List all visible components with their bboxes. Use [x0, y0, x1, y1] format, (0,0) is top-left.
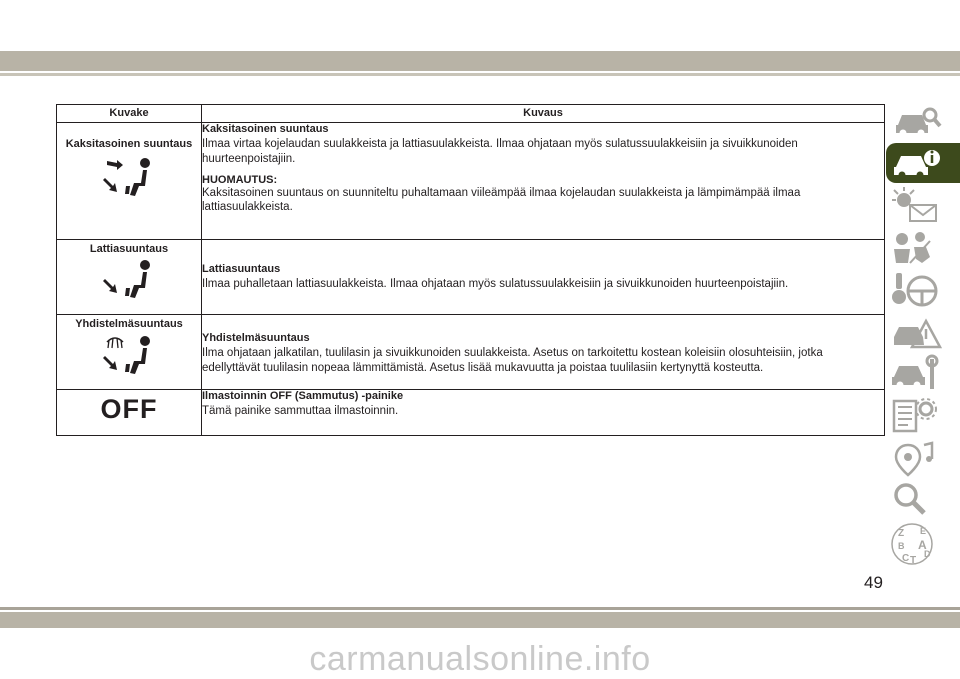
- floor-airflow-icon: [99, 259, 159, 303]
- top-decor-line: [0, 73, 960, 76]
- icon-cell: [57, 390, 202, 436]
- index-letter: A: [918, 538, 927, 552]
- index-letters-icon: [886, 521, 960, 567]
- row-text: Tämä painike sammuttaa ilmastoinnin.: [202, 405, 399, 417]
- icon-cell: [57, 240, 202, 315]
- bottom-decor-bar: [0, 612, 960, 628]
- car-info-icon: [886, 143, 960, 183]
- row-title: Yhdistelmäsuuntaus: [202, 332, 310, 344]
- icon-label: Lattiasuuntaus: [89, 243, 169, 255]
- tab-safety[interactable]: [886, 227, 960, 267]
- tab-emergency[interactable]: [886, 311, 960, 351]
- row-title: Lattiasuuntaus: [202, 263, 281, 275]
- page-number: 49: [864, 573, 883, 592]
- description-cell: [202, 240, 885, 315]
- multimedia-icon: [886, 437, 960, 477]
- index-letter: B: [898, 541, 905, 551]
- mix-airflow-icon: [99, 332, 159, 378]
- car-wrench-icon: [886, 353, 960, 393]
- row-text: Ilma ohjataan jalkatilan, tuulilasin ja sivuikkunoiden suulakkeista. Asetus on tarkoitettu kostean koleisiin olosuhteisiin, jotka edellyttävät tuulilasin nopeaa lämmittämistä. Asetus lisää mukavuutta ja poistaa tuulilasiin kertynyttä kosteutta.: [202, 347, 823, 374]
- tab-multimedia[interactable]: [886, 437, 960, 477]
- off-button-label: OFF: [100, 394, 158, 424]
- table-row: [57, 315, 885, 390]
- tab-car-info[interactable]: [886, 143, 960, 183]
- description-cell: [202, 123, 885, 240]
- tab-search[interactable]: [886, 479, 960, 519]
- specs-gear-icon: [886, 395, 960, 435]
- icon-label: Kaksitasoinen suuntaus: [65, 138, 193, 150]
- table-header-row: [57, 105, 885, 123]
- header-description-column: Kuvaus: [202, 105, 885, 123]
- note-text: Kaksitasoinen suuntaus on suunniteltu puhaltamaan viileämpää ilmaa kojelaudan suulakkeista ja lämpimämpää ilmaa lattiasuulakkeista.: [202, 187, 801, 213]
- index-letter: D: [924, 549, 931, 559]
- description-cell: [202, 315, 885, 390]
- bottom-decor-line: [0, 607, 960, 610]
- note-title: HUOMAUTUS:: [202, 174, 278, 186]
- tab-specifications[interactable]: [886, 395, 960, 435]
- tab-servicing[interactable]: [886, 353, 960, 393]
- icon-cell: [57, 123, 202, 240]
- top-decor-bar: [0, 51, 960, 71]
- light-message-icon: [886, 185, 960, 225]
- index-letter: E: [920, 526, 927, 536]
- tab-car-search[interactable]: [886, 101, 960, 141]
- table-row: [57, 390, 885, 436]
- watermark: carmanualsonline.info: [309, 640, 651, 678]
- tab-index[interactable]: [886, 521, 960, 567]
- table-row: [57, 123, 885, 240]
- row-text: Ilmaa virtaa kojelaudan suulakkeista ja lattiasuulakkeista. Ilmaa ohjataan myös sulatussuulakkeisiin ja sivuikkunoiden huurteenpoistajiin.: [202, 138, 798, 165]
- magnifier-icon: [886, 479, 960, 519]
- car-warning-icon: [886, 311, 960, 351]
- tab-starting-operating[interactable]: [886, 269, 960, 309]
- airbag-safety-icon: [886, 227, 960, 267]
- row-title: Kaksitasoinen suuntaus: [202, 123, 329, 135]
- index-letter: Z: [898, 528, 905, 539]
- table-row: [57, 240, 885, 315]
- row-title: Ilmastoinnin OFF (Sammutus) -painike: [202, 390, 404, 402]
- icon-label: Yhdistelmäsuuntaus: [75, 318, 183, 330]
- key-steering-icon: [886, 269, 960, 309]
- icon-cell: [57, 315, 202, 390]
- header-icon-column: Kuvake: [57, 105, 202, 123]
- tab-lights-messages[interactable]: [886, 185, 960, 225]
- index-letter: T: [910, 555, 917, 566]
- bilevel-airflow-icon: [99, 156, 159, 200]
- airflow-modes-table: [56, 104, 885, 436]
- car-search-icon: [886, 101, 960, 141]
- row-text: Ilmaa puhalletaan lattiasuulakkeista. Ilmaa ohjataan myös sulatussuulakkeisiin ja sivuikkunoiden huurteenpoistajiin.: [202, 278, 789, 290]
- description-cell: [202, 390, 885, 436]
- index-letter: C: [902, 553, 910, 564]
